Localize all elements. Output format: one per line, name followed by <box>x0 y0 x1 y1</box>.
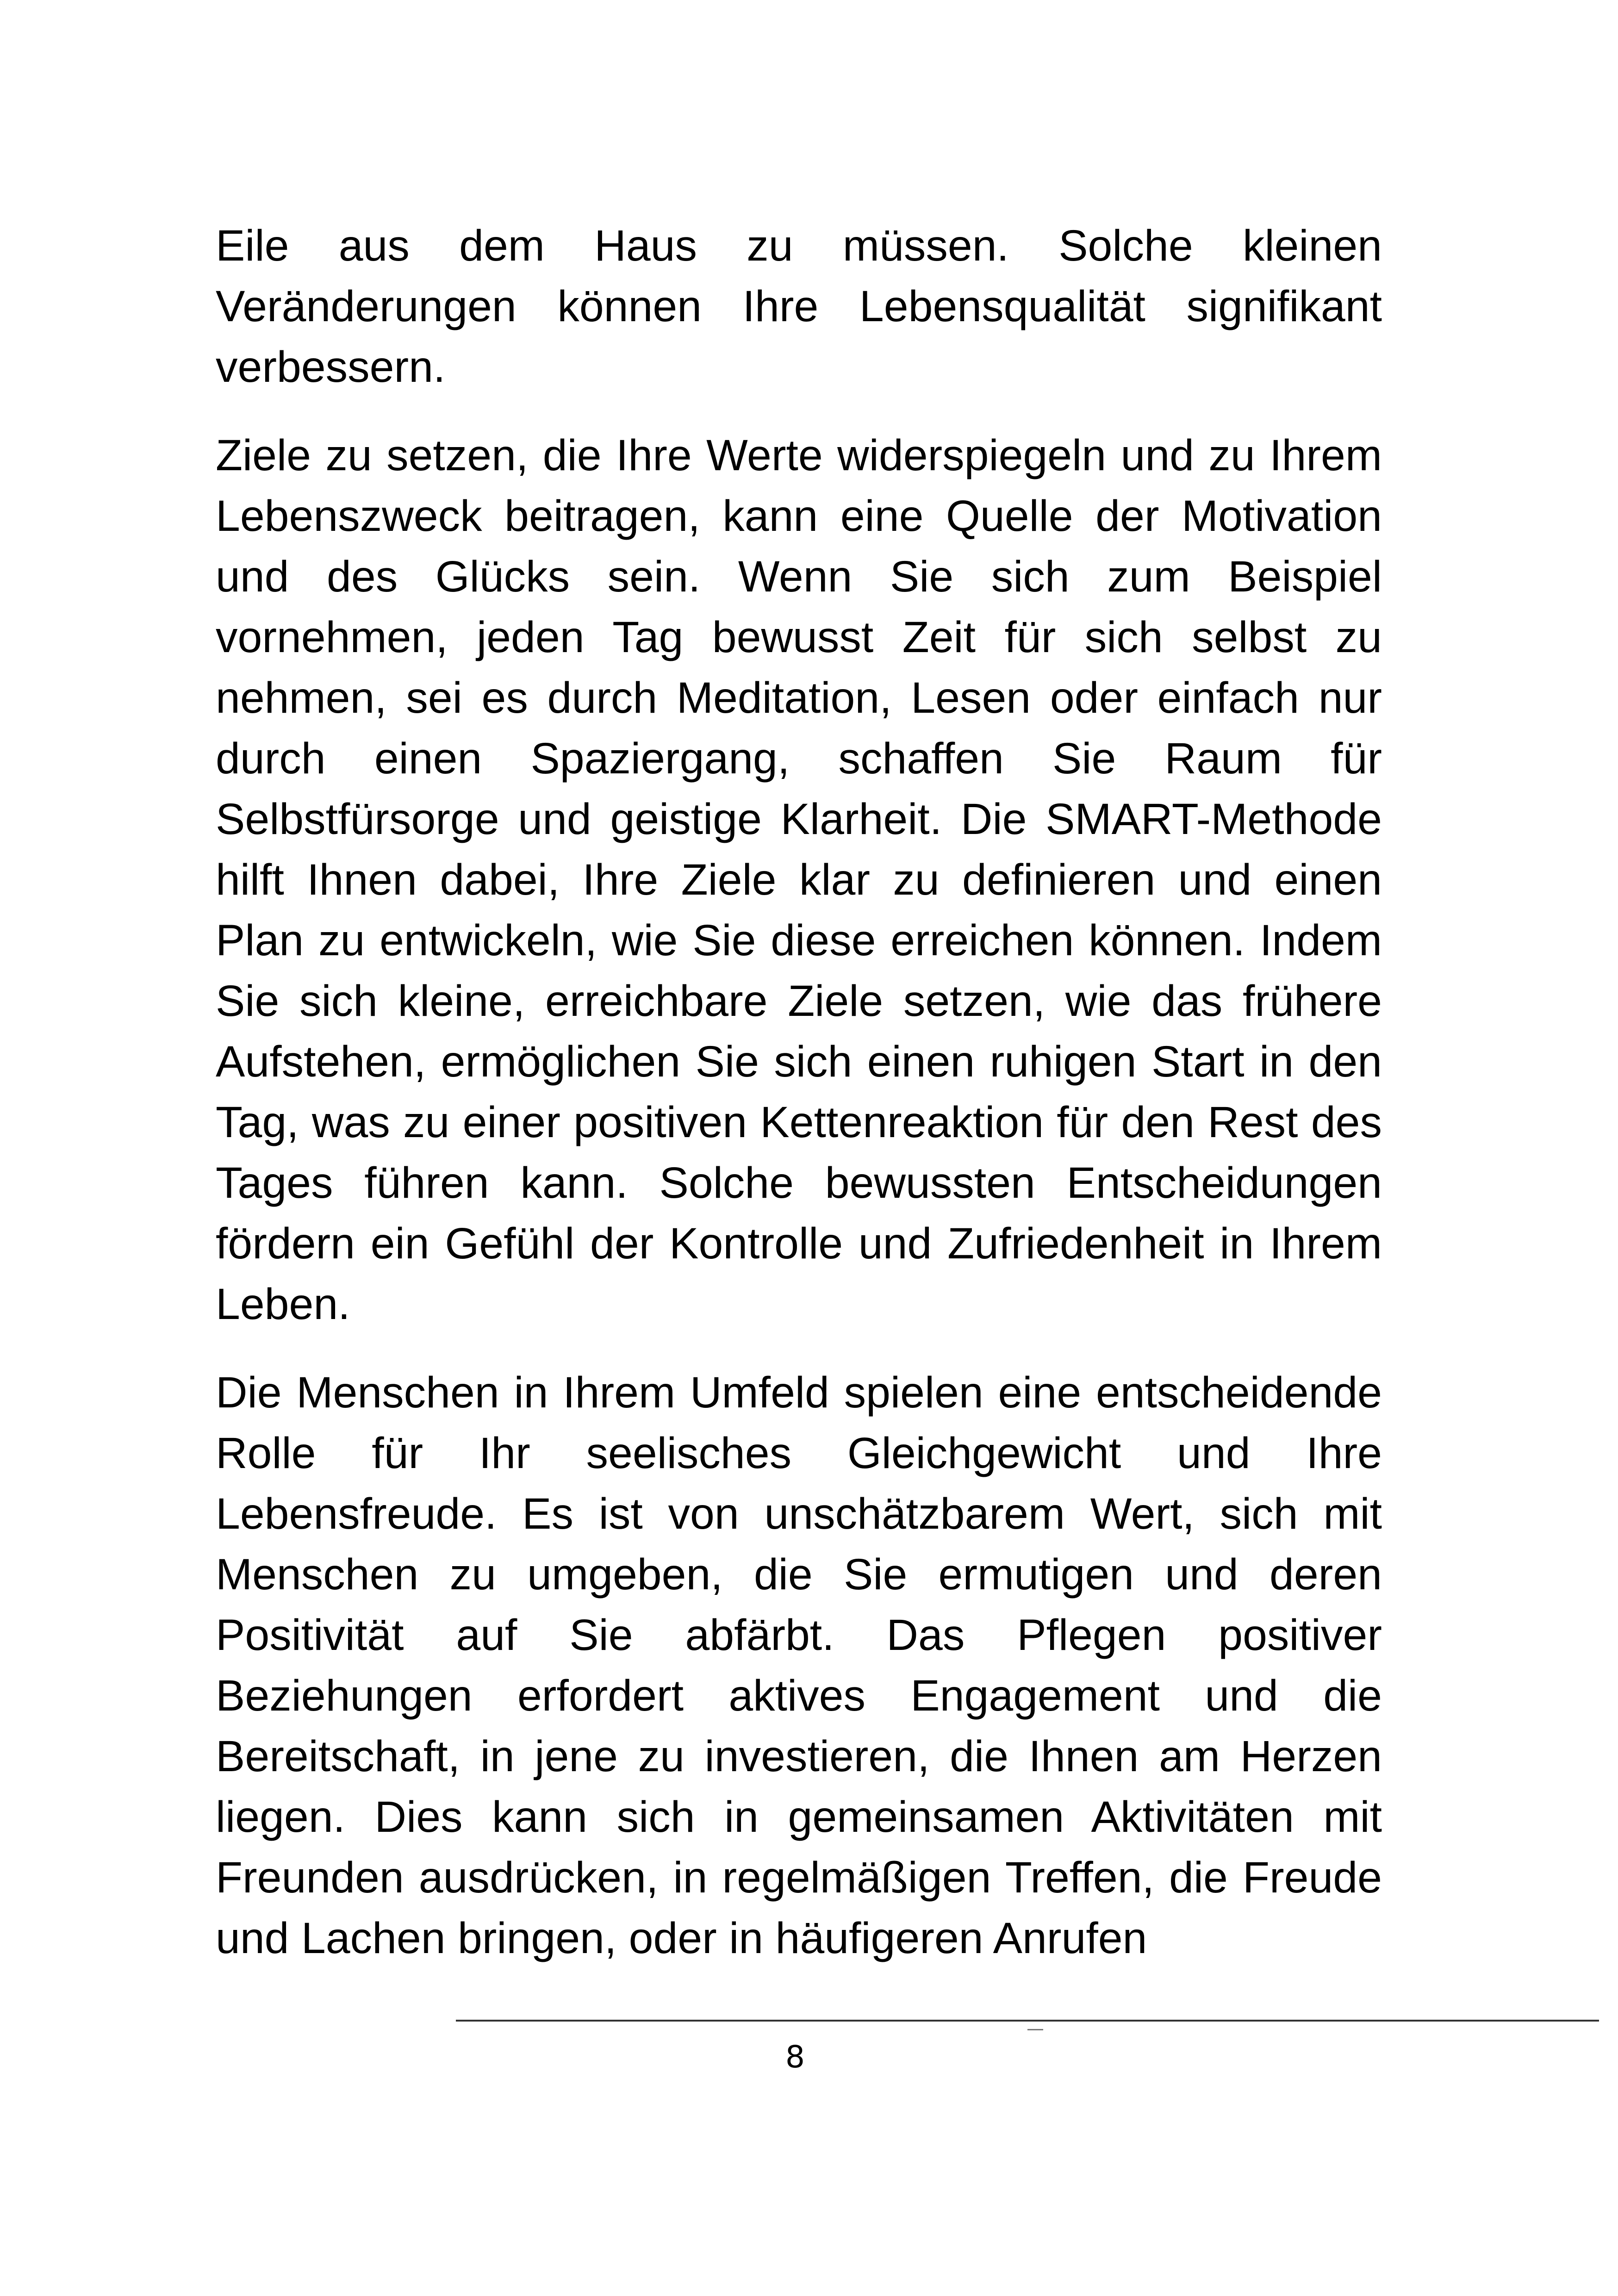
paragraph-continuation: Eile aus dem Haus zu müssen. Solche kleinen Veränderungen können Ihre Lebensqualität signifikant verbessern. <box>216 221 1382 392</box>
body-text <box>216 216 1382 1969</box>
paragraph-goals: Ziele zu setzen, die Ihre Werte widerspiegeln und zu Ihrem Lebenszweck beitragen, kann eine Quelle der Motivation und des Glücks sein. Wenn Sie sich zum Beispiel vornehmen, jeden Tag bewusst Zeit für sich selbst zu nehmen, sei es durch Meditation, Lesen oder einfach nur durch einen Spaziergang, schaffen Sie Raum für Selbstfürsorge und geistige Klarheit. Die SMART-Methode hilft Ihnen dabei, Ihre Ziele klar zu definieren und einen Plan zu entwickeln, wie Sie diese erreichen können. Indem Sie sich kleine, erreichbare Ziele setzen, wie das frühere Aufstehen, ermöglichen Sie sich einen ruhigen Start in den Tag, was zu einer positiven Kettenreaktion für den Rest des Tages führen kann. Solche bewussten Entscheidungen fördern ein Gefühl der Kontrolle und Zufriedenheit in Ihrem Leben. <box>216 431 1382 1329</box>
footer-divider <box>456 2020 1599 2022</box>
footer-divider-mark <box>1027 2029 1043 2030</box>
paragraph-relationships: Die Menschen in Ihrem Umfeld spielen eine entscheidende Rolle für Ihr seelisches Gleichgewicht und Ihre Lebensfreude. Es ist von unschätzbarem Wert, sich mit Menschen zu umgeben, die Sie ermutigen und deren Positivität auf Sie abfärbt. Das Pflegen positiver Beziehungen erfordert aktives Engagement und die Bereitschaft, in jene zu investieren, die Ihnen am Herzen liegen. Dies kann sich in gemeinsamen Aktivitäten mit Freunden ausdrücken, in regelmäßigen Treffen, die Freude und Lachen bringen, oder in häufigeren Anrufen <box>216 1368 1382 1963</box>
page-number: 8 <box>785 2039 805 2075</box>
